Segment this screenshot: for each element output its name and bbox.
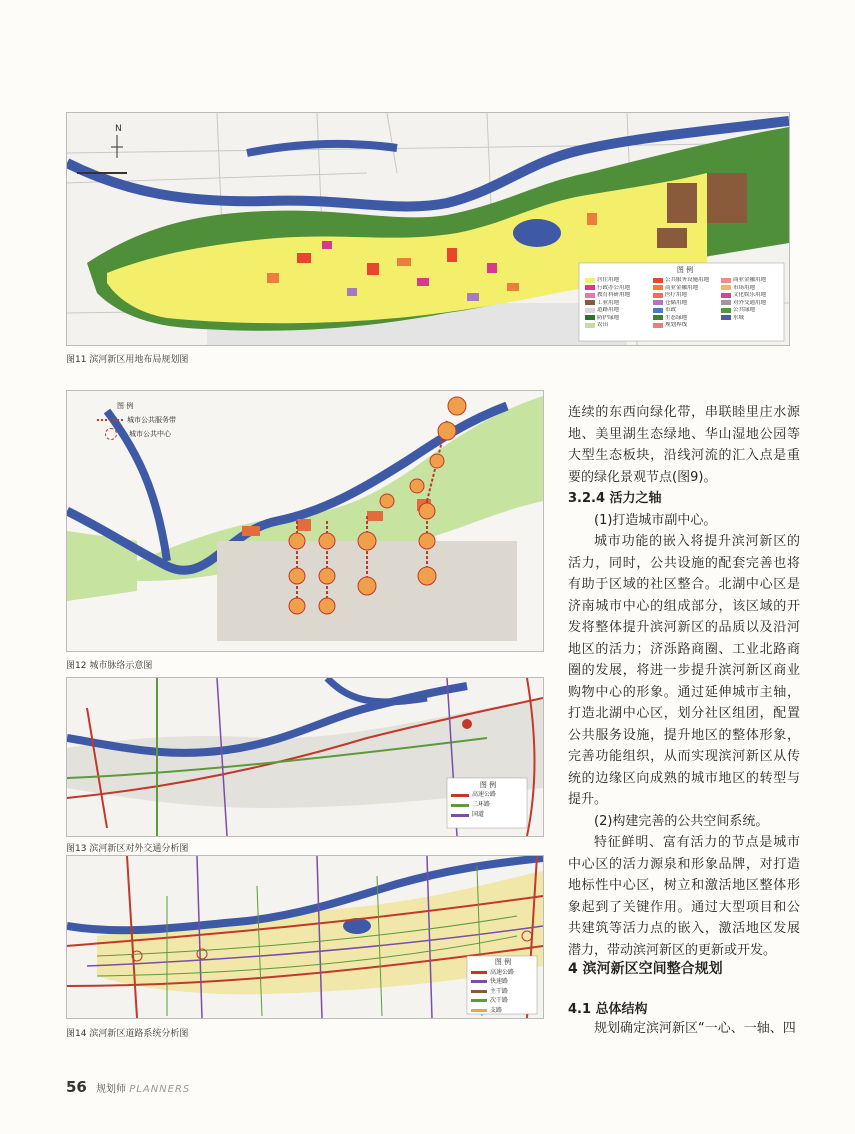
- legend-swatch: [585, 285, 595, 290]
- legend-item: [653, 315, 717, 322]
- legend-item: [585, 322, 649, 329]
- figure-13-caption: 图13 滨河新区对外交通分析图: [66, 844, 189, 854]
- heading-4-1: 4.1 总体结构: [568, 1002, 648, 1017]
- figure-13-external-traffic-map: [66, 677, 544, 837]
- legend-item: [653, 285, 717, 292]
- figure-11-caption: 图11 滨河新区用地布局规划图: [66, 355, 189, 365]
- legend-label: 居住用地: [597, 277, 620, 283]
- legend-swatch: [585, 315, 595, 320]
- legend-swatch: [721, 278, 731, 283]
- paragraph-public-space: 特征鲜明、富有活力的节点是城市中心区的活力源泉和形象品牌，对打造地标性中心区，树立和激活地区整体形象起到了关键作用。通过大型项目和公共建筑等活力点的嵌入，激活地区发展潜力，带动滨河新区的更新或开发。: [568, 835, 800, 958]
- legend-item: [721, 285, 785, 292]
- legend-item-service-band: 城市公共服务带: [97, 415, 176, 425]
- legend-label: 教育科研用地: [597, 292, 631, 298]
- svg-text:N: N: [115, 124, 122, 134]
- legend-label: 公共服务设施用地: [665, 277, 710, 283]
- legend-swatch: [721, 308, 731, 313]
- legend-item: [585, 300, 649, 307]
- legend-label: 生态绿地: [665, 314, 688, 321]
- legend-swatch: [653, 300, 663, 305]
- page-number: 56: [66, 1078, 87, 1096]
- legend-swatch: [585, 300, 595, 305]
- legend-label: 商业金融用地: [733, 277, 767, 283]
- legend-label: 商业金融用地: [665, 284, 699, 291]
- dashed-arrow-icon: [97, 419, 123, 421]
- page-footer: [66, 1078, 190, 1096]
- legend-label: 行政办公用地: [597, 284, 631, 291]
- paragraph-structure: 规划确定滨河新区“一心、一轴、四: [594, 1021, 796, 1036]
- legend-swatch: [585, 278, 595, 283]
- legend-label: 道路用地: [597, 307, 620, 313]
- legend-swatch: [721, 300, 731, 305]
- legend-item: [585, 307, 649, 314]
- paragraph-green-belt: 连续的东西向绿化带，串联睦里庄水源地、美里湖生态绿地、华山湿地公园等大型生态板块，沿线河流的汇入点是重要的绿化景观节点(图9)。: [568, 405, 800, 485]
- legend-swatch: [721, 293, 731, 298]
- legend-label: 市政: [665, 307, 677, 313]
- subheading-1: (1)打造城市副中心。: [594, 512, 717, 528]
- legend-item: [585, 292, 649, 299]
- legend-swatch: [585, 323, 595, 328]
- legend-item-secondary-road: 次干路: [471, 996, 535, 1006]
- figure-14-road-system-map: [66, 855, 544, 1019]
- legend-item-ring-road: 二环路: [451, 800, 525, 810]
- legend-swatch: [653, 278, 663, 283]
- body-column: [568, 402, 800, 961]
- legend-item: [721, 307, 785, 314]
- fig14-legend: [471, 958, 535, 1015]
- legend-item: [653, 322, 717, 329]
- heading-4: 4 滨河新区空间整合规划: [568, 961, 723, 977]
- legend-item-fast-road: 快速路: [471, 977, 535, 987]
- legend-title: 图 例: [479, 781, 497, 789]
- fig12-legend: [97, 401, 176, 440]
- legend-item-public-center: 城市公共中心: [97, 428, 176, 440]
- legend-title: 图 例: [117, 402, 134, 410]
- legend-swatch: [653, 285, 663, 290]
- legend-label: 农田: [597, 322, 609, 328]
- legend-label: 工业用地: [597, 299, 620, 306]
- legend-item-expressway: 高速公路: [471, 968, 535, 978]
- legend-items: [585, 277, 785, 329]
- legend-title: 图 例: [676, 266, 694, 274]
- legend-label: 对外交通用地: [733, 299, 767, 306]
- legend-item-national-road: 国道: [451, 810, 525, 820]
- legend-item: [721, 300, 785, 307]
- legend-item: [721, 277, 785, 284]
- dashed-circle-icon: [105, 428, 117, 440]
- legend-label: 市场用地: [733, 284, 756, 291]
- legend-item: [721, 315, 785, 322]
- legend-label: 仓储用地: [665, 299, 688, 306]
- fig13-legend: [451, 780, 525, 820]
- figure-14-caption: 图14 滨河新区道路系统分析图: [66, 1029, 189, 1039]
- legend-title: 图 例: [494, 958, 512, 966]
- subheading-2: (2)构建完善的公共空间系统。: [594, 813, 769, 829]
- legend-swatch: [585, 308, 595, 313]
- legend-swatch: [585, 293, 595, 298]
- legend-item-expressway: 高速公路: [451, 790, 525, 800]
- legend-swatch: [653, 315, 663, 320]
- figure-11-land-use-map: [66, 112, 790, 346]
- fig11-legend: [585, 265, 785, 329]
- legend-label: 医疗用地: [665, 292, 688, 298]
- legend-item-main-road: 主干路: [471, 987, 535, 997]
- heading-3-2-4: 3.2.4 活力之轴: [568, 491, 662, 506]
- legend-swatch: [721, 285, 731, 290]
- journal-name-en: PLANNERS: [129, 1084, 191, 1095]
- paragraph-sub-center: 城市功能的嵌入将提升滨河新区的活力，同时，公共设施的配套完善也将有助于区域的社区整合。北湖中心区是济南城市中心的组成部分，该区域的开发将整体提升滨河新区的品质以及沿河地区的活力；济泺路商圈、工业北路商圈的发展，将进一步提升滨河新区商业购物中心的形象。通过延伸城市主轴，打造北湖中心区，划分社区组团，配置公共服务设施，提升地区的整体形象，完善功能组织，从而实现滨河新区从传统的边缘区向成熟的城市地区的转型与提升。: [568, 534, 800, 807]
- legend-item: [653, 307, 717, 314]
- legend-swatch: [721, 315, 731, 320]
- legend-item: [653, 292, 717, 299]
- legend-label: 防护绿地: [597, 314, 620, 321]
- legend-label: 公共绿地: [733, 307, 756, 313]
- legend-swatch: [653, 323, 663, 328]
- legend-label: 文化娱乐用地: [733, 292, 767, 298]
- legend-item-branch-road: 支路: [471, 1006, 535, 1016]
- legend-label: 规划界线: [665, 322, 688, 328]
- figure-12-caption: 图12 城市脉络示意图: [66, 661, 153, 671]
- legend-swatch: [653, 308, 663, 313]
- legend-item: [653, 300, 717, 307]
- legend-item: [585, 277, 649, 284]
- figure-12-urban-context-map: [66, 390, 544, 652]
- journal-name: 规划师: [96, 1084, 127, 1095]
- legend-item: [585, 285, 649, 292]
- legend-item: [721, 292, 785, 299]
- legend-swatch: [653, 293, 663, 298]
- legend-item: [653, 277, 717, 284]
- legend-item: [585, 315, 649, 322]
- legend-label: 水域: [733, 314, 745, 321]
